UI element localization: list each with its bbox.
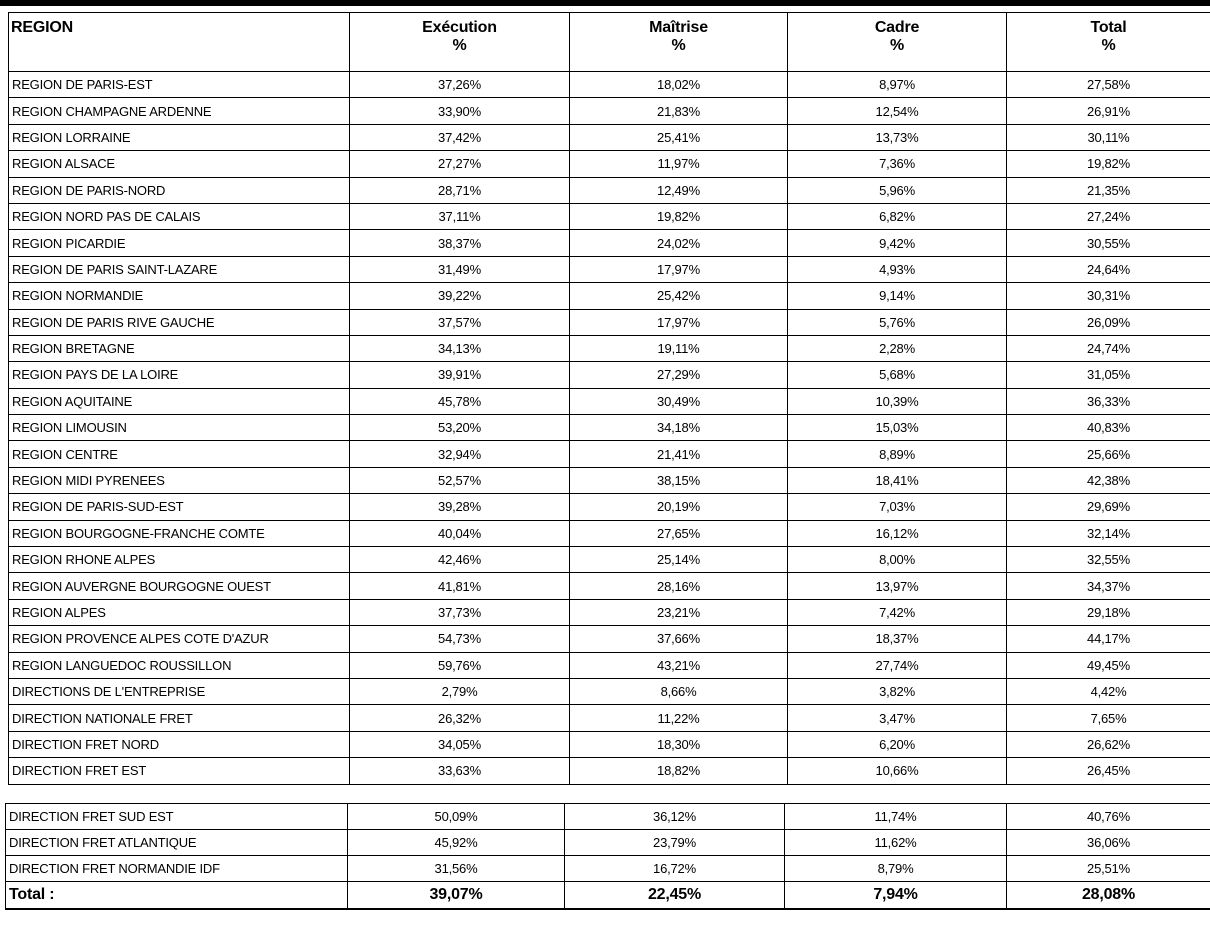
cadre-value-cell: 5,68% [788,362,1007,388]
total-value-cell: 29,69% [1007,494,1210,520]
execution-value-cell: 53,20% [350,415,570,441]
total-value-cell: 26,91% [1007,98,1210,124]
region-name-cell: REGION ALPES [9,599,350,625]
maitrise-value-cell: 38,15% [570,467,788,493]
region-name-cell: DIRECTION FRET SUD EST [6,804,348,830]
region-name-cell: DIRECTION NATIONALE FRET [9,705,350,731]
column-header-total [1007,13,1210,72]
region-name-cell: DIRECTIONS DE L'ENTREPRISE [9,678,350,704]
table-row [6,804,1210,830]
maitrise-value-cell: 18,02% [570,72,788,98]
table-row [9,599,1210,625]
column-header-cadre-unit: % [889,37,905,54]
table-row [9,362,1210,388]
execution-value-cell: 38,37% [350,230,570,256]
cadre-value-cell: 7,03% [788,494,1007,520]
table-row [9,652,1210,678]
column-header-maitrise-label: Maîtrise [649,19,708,36]
maitrise-value-cell: 8,66% [570,678,788,704]
maitrise-value-cell: 16,72% [565,856,785,882]
column-header-cadre-label: Cadre [874,19,920,36]
table-row [9,177,1210,203]
execution-value-cell: 37,57% [350,309,570,335]
region-name-cell: REGION BOURGOGNE-FRANCHE COMTE [9,520,350,546]
execution-value-cell: 50,09% [348,804,565,830]
maitrise-value-cell: 34,18% [570,415,788,441]
table-row [9,520,1210,546]
execution-value-cell: 37,26% [350,72,570,98]
table-total-row [6,882,1210,910]
table-row [9,283,1210,309]
region-name-cell: REGION DE PARIS SAINT-LAZARE [9,256,350,282]
maitrise-value-cell: 12,49% [570,177,788,203]
cadre-value-cell: 10,66% [788,758,1007,784]
execution-value-cell: 33,63% [350,758,570,784]
maitrise-value-cell: 23,21% [570,599,788,625]
cadre-value-cell: 11,62% [785,830,1007,856]
execution-value-cell: 40,04% [350,520,570,546]
maitrise-value-cell: 17,97% [570,256,788,282]
table-row [6,830,1210,856]
table-row [9,441,1210,467]
maitrise-value-cell: 19,82% [570,203,788,229]
cadre-value-cell: 3,82% [788,678,1007,704]
total-value-cell: 29,18% [1007,599,1210,625]
table-row [9,547,1210,573]
maitrise-value-cell: 25,42% [570,283,788,309]
table-row [9,309,1210,335]
total-value-cell: 42,38% [1007,467,1210,493]
maitrise-value-cell: 11,97% [570,151,788,177]
table-header-row [9,13,1210,72]
execution-value-cell: 45,92% [348,830,565,856]
maitrise-value-cell: 21,41% [570,441,788,467]
column-header-execution-label: Exécution [422,19,497,36]
region-name-cell: DIRECTION FRET EST [9,758,350,784]
region-name-cell: DIRECTION FRET NORD [9,731,350,757]
column-header-execution [350,13,570,72]
execution-value-cell: 39,22% [350,283,570,309]
table-row [9,335,1210,361]
total-value-cell: 32,55% [1007,547,1210,573]
maitrise-value-cell: 25,14% [570,547,788,573]
table-row [9,705,1210,731]
column-header-region: REGION [9,13,350,72]
region-name-cell: REGION PROVENCE ALPES COTE D'AZUR [9,626,350,652]
execution-value-cell: 37,11% [350,203,570,229]
table-row [6,856,1210,882]
execution-value-cell: 26,32% [350,705,570,731]
total-value-cell: 32,14% [1007,520,1210,546]
maitrise-value-cell: 24,02% [570,230,788,256]
total-value-cell: 31,05% [1007,362,1210,388]
total-value-cell: 36,33% [1007,388,1210,414]
table-body [9,72,1210,785]
execution-value-cell: 31,56% [348,856,565,882]
cadre-value-cell: 13,73% [788,124,1007,150]
execution-value-cell: 32,94% [350,441,570,467]
region-name-cell: REGION LORRAINE [9,124,350,150]
table-row [9,230,1210,256]
table-row [9,731,1210,757]
column-header-maitrise-unit: % [671,37,686,54]
cadre-value-cell: 10,39% [788,388,1007,414]
cadre-value-cell: 18,37% [788,626,1007,652]
region-name-cell: REGION DE PARIS-SUD-EST [9,494,350,520]
maitrise-value-cell: 25,41% [570,124,788,150]
column-header-total-unit: % [1101,37,1116,54]
total-value-cell: 36,06% [1007,830,1210,856]
maitrise-value-cell: 28,16% [570,573,788,599]
maitrise-value-cell: 18,30% [570,731,788,757]
maitrise-value-cell: 43,21% [570,652,788,678]
cadre-value-cell: 8,89% [788,441,1007,467]
region-name-cell: REGION CHAMPAGNE ARDENNE [9,98,350,124]
maitrise-value-cell: 36,12% [565,804,785,830]
total-value-cell: 34,37% [1007,573,1210,599]
total-value-cell: 24,74% [1007,335,1210,361]
total-value-cell: 4,42% [1007,678,1210,704]
table-row [9,678,1210,704]
execution-value-cell: 54,73% [350,626,570,652]
top-border-rule [0,0,1210,6]
maitrise-value-cell: 23,79% [565,830,785,856]
cadre-value-cell: 9,14% [788,283,1007,309]
total-value-cell: 26,62% [1007,731,1210,757]
cadre-value-cell: 7,36% [788,151,1007,177]
region-name-cell: REGION ALSACE [9,151,350,177]
table-row [9,256,1210,282]
execution-value-cell: 39,28% [350,494,570,520]
cadre-value-cell: 5,76% [788,309,1007,335]
cadre-value-cell: 2,28% [788,335,1007,361]
cadre-value-cell: 15,03% [788,415,1007,441]
region-name-cell: REGION LANGUEDOC ROUSSILLON [9,652,350,678]
region-name-cell: REGION CENTRE [9,441,350,467]
total-value-cell: 7,65% [1007,705,1210,731]
execution-value-cell: 42,46% [350,547,570,573]
table-row [9,573,1210,599]
maitrise-value-cell: 19,11% [570,335,788,361]
total-value-cell: 19,82% [1007,151,1210,177]
column-header-total-label: Total [1090,19,1127,36]
cadre-value-cell: 6,82% [788,203,1007,229]
region-name-cell: REGION PICARDIE [9,230,350,256]
region-name-cell: REGION PAYS DE LA LOIRE [9,362,350,388]
maitrise-value-cell: 20,19% [570,494,788,520]
cadre-value-cell: 7,42% [788,599,1007,625]
execution-value-cell: 2,79% [350,678,570,704]
total-total-cell: 28,08% [1007,882,1210,910]
table-row [9,758,1210,784]
region-name-cell: REGION MIDI PYRENEES [9,467,350,493]
total-value-cell: 30,31% [1007,283,1210,309]
table-row [9,467,1210,493]
total-value-cell: 40,83% [1007,415,1210,441]
cadre-value-cell: 27,74% [788,652,1007,678]
table-row [9,494,1210,520]
cadre-value-cell: 9,42% [788,230,1007,256]
execution-value-cell: 34,13% [350,335,570,361]
execution-value-cell: 37,73% [350,599,570,625]
maitrise-value-cell: 18,82% [570,758,788,784]
execution-value-cell: 31,49% [350,256,570,282]
total-value-cell: 26,09% [1007,309,1210,335]
region-name-cell: REGION DE PARIS RIVE GAUCHE [9,309,350,335]
execution-value-cell: 59,76% [350,652,570,678]
cadre-value-cell: 6,20% [788,731,1007,757]
maitrise-value-cell: 11,22% [570,705,788,731]
total-label: Total : [6,882,348,910]
total-value-cell: 27,24% [1007,203,1210,229]
cadre-value-cell: 13,97% [788,573,1007,599]
total-execution-cell: 39,07% [348,882,565,910]
total-value-cell: 25,51% [1007,856,1210,882]
table-row [9,151,1210,177]
table-row [9,98,1210,124]
maitrise-value-cell: 30,49% [570,388,788,414]
region-name-cell: REGION AUVERGNE BOURGOGNE OUEST [9,573,350,599]
region-name-cell: REGION DE PARIS-EST [9,72,350,98]
column-header-maitrise [570,13,788,72]
region-name-cell: REGION NORMANDIE [9,283,350,309]
cadre-value-cell: 5,96% [788,177,1007,203]
region-name-cell: REGION LIMOUSIN [9,415,350,441]
total-value-cell: 25,66% [1007,441,1210,467]
region-name-cell: DIRECTION FRET ATLANTIQUE [6,830,348,856]
region-name-cell: REGION DE PARIS-NORD [9,177,350,203]
execution-value-cell: 41,81% [350,573,570,599]
region-name-cell: REGION BRETAGNE [9,335,350,361]
region-percentage-table [8,12,1210,785]
cadre-value-cell: 18,41% [788,467,1007,493]
table-row [9,124,1210,150]
execution-value-cell: 28,71% [350,177,570,203]
execution-value-cell: 34,05% [350,731,570,757]
table-body-continued [6,804,1210,882]
execution-value-cell: 27,27% [350,151,570,177]
table-row [9,203,1210,229]
total-value-cell: 27,58% [1007,72,1210,98]
table-row [9,415,1210,441]
maitrise-value-cell: 27,65% [570,520,788,546]
total-value-cell: 44,17% [1007,626,1210,652]
column-header-execution-unit: % [452,37,467,54]
region-percentage-table-continued [5,803,1210,910]
maitrise-value-cell: 37,66% [570,626,788,652]
cadre-value-cell: 8,79% [785,856,1007,882]
column-header-cadre [788,13,1007,72]
region-name-cell: DIRECTION FRET NORMANDIE IDF [6,856,348,882]
table-row [9,388,1210,414]
total-value-cell: 40,76% [1007,804,1210,830]
cadre-value-cell: 11,74% [785,804,1007,830]
total-cadre-cell: 7,94% [785,882,1007,910]
region-name-cell: REGION NORD PAS DE CALAIS [9,203,350,229]
execution-value-cell: 52,57% [350,467,570,493]
total-value-cell: 30,55% [1007,230,1210,256]
table-row [9,626,1210,652]
table-row [9,72,1210,98]
cadre-value-cell: 8,97% [788,72,1007,98]
cadre-value-cell: 12,54% [788,98,1007,124]
total-value-cell: 26,45% [1007,758,1210,784]
maitrise-value-cell: 21,83% [570,98,788,124]
total-maitrise-cell: 22,45% [565,882,785,910]
cadre-value-cell: 4,93% [788,256,1007,282]
cadre-value-cell: 8,00% [788,547,1007,573]
total-value-cell: 21,35% [1007,177,1210,203]
execution-value-cell: 33,90% [350,98,570,124]
total-value-cell: 24,64% [1007,256,1210,282]
cadre-value-cell: 16,12% [788,520,1007,546]
total-value-cell: 49,45% [1007,652,1210,678]
maitrise-value-cell: 27,29% [570,362,788,388]
maitrise-value-cell: 17,97% [570,309,788,335]
region-name-cell: REGION AQUITAINE [9,388,350,414]
execution-value-cell: 37,42% [350,124,570,150]
cadre-value-cell: 3,47% [788,705,1007,731]
execution-value-cell: 45,78% [350,388,570,414]
region-name-cell: REGION RHONE ALPES [9,547,350,573]
total-value-cell: 30,11% [1007,124,1210,150]
execution-value-cell: 39,91% [350,362,570,388]
